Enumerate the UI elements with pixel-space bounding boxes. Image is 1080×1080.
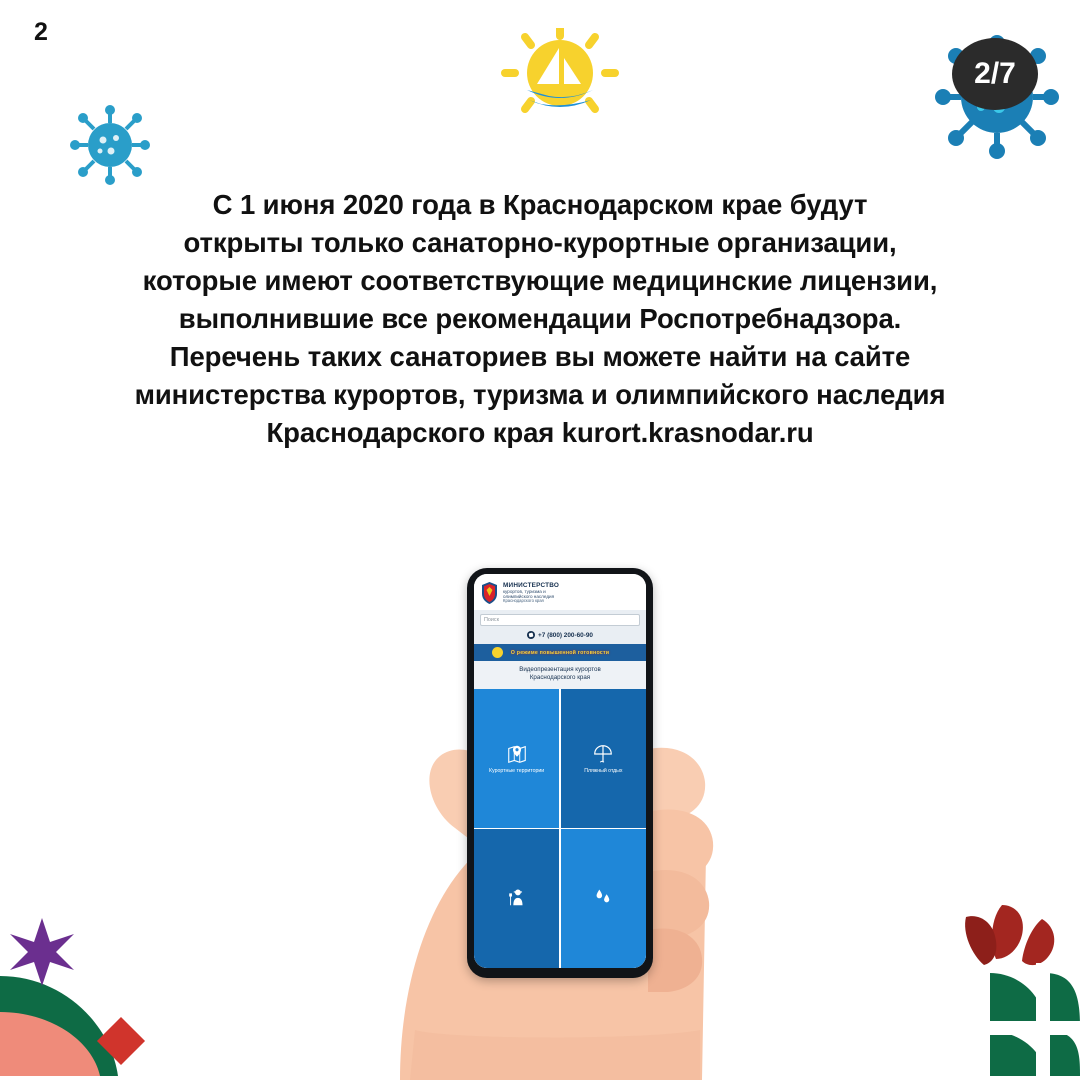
- tile-beach-rest[interactable]: [561, 689, 646, 828]
- text-line-1: С 1 июня 2020 года в Краснодарском крае будут: [212, 189, 868, 220]
- virus-decoration-left: [70, 105, 150, 185]
- beach-umbrella-icon: [592, 743, 614, 765]
- contact-phone-row[interactable]: [474, 629, 646, 644]
- tile-label-resort-territories: Курортные территории: [489, 767, 545, 774]
- text-line-7: Краснодарского края kurort.krasnodar.ru: [266, 417, 814, 448]
- search-input[interactable]: Поиск: [480, 614, 640, 626]
- tile-resort-territories[interactable]: [474, 689, 559, 828]
- site-title-main: МИНИСТЕРСТВО: [503, 581, 560, 589]
- water-drops-icon: [592, 886, 614, 908]
- coat-of-arms-icon: [480, 581, 499, 605]
- video-line-2: Краснодарского края: [529, 674, 591, 682]
- farmer-icon: [506, 886, 528, 908]
- video-presentation-block[interactable]: [474, 661, 646, 689]
- phone-handset-icon: [527, 631, 535, 639]
- tile-agrotourism[interactable]: [474, 829, 559, 968]
- search-row: [474, 610, 646, 629]
- slide-number: 2: [34, 18, 49, 46]
- alert-banner[interactable]: [474, 644, 646, 661]
- site-title-sub-3: Краснодарского края: [503, 598, 544, 604]
- text-line-3: которые имеют соответствующие медицинские лицензии,: [142, 265, 938, 296]
- main-text-block: [0, 186, 1080, 452]
- phone-screen: [474, 574, 646, 968]
- sun-sailboat-logo: [493, 28, 628, 133]
- ornament-bottom-left: [0, 916, 175, 1076]
- site-title-sub-1: курортов, туризма и: [503, 589, 546, 595]
- site-title-group: [503, 582, 559, 604]
- site-header: [474, 574, 646, 610]
- banner-sun-icon: [492, 647, 503, 658]
- text-line-2: открыты только санаторно-курортные организации,: [183, 227, 897, 258]
- tile-label-beach-rest: Пляжный отдых: [584, 767, 623, 774]
- text-line-5: Перечень таких санаториев вы можете найти на сайте: [169, 341, 911, 372]
- phone-mockup: [467, 568, 653, 978]
- tile-water-resources[interactable]: [561, 829, 646, 968]
- contact-phone-number: +7 (800) 200-60-90: [538, 631, 593, 639]
- alert-banner-text: О режиме повышенной готовности: [510, 649, 610, 656]
- tile-grid: [474, 689, 646, 968]
- map-pin-icon: [506, 743, 528, 765]
- page-counter-badge: 2/7: [952, 38, 1038, 110]
- site-title-sub-2: олимпийского наследия: [503, 594, 555, 600]
- video-line-1: Видеопрезентация курортов: [519, 666, 601, 673]
- ornament-bottom-right: [910, 901, 1080, 1076]
- text-line-4: выполнившие все рекомендации Роспотребнадзора.: [178, 303, 902, 334]
- text-line-6: министерства курортов, туризма и олимпийского наследия: [134, 379, 946, 410]
